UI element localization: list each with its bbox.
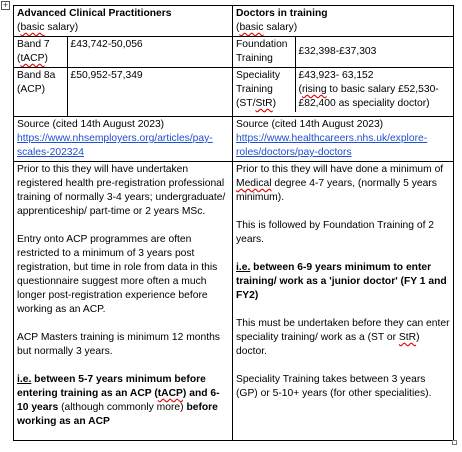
band7-value: £43,742-50,056 [67,37,232,68]
band8-label: Band 8a [17,70,56,81]
acp-source-link[interactable]: https://www.nhsemployers.org/articles/pay-scales-202324 [17,133,213,158]
acp-paragraph-2: Entry onto ACP programmes are often restricted to a minimum of 3 years post registration, but time in role from data in this questionnaire suggest more often a much longer post-registration experience before working as an ACP. [17,234,218,315]
acp-source-cell [14,117,233,162]
foundation-value: £32,398-£37,303 [295,37,453,68]
doctors-heading: Doctors in training [236,8,328,19]
doctors-bands-table [233,37,453,112]
band7-label-cell [14,37,67,68]
acp-bands-cell [14,37,233,117]
doctors-source-label: Source (cited 14th August 2023) [236,119,384,130]
band7-row [14,37,232,68]
acp-source-label: Source (cited 14th August 2023) [17,119,165,130]
band7-label: Band 7 [17,39,50,50]
doctors-paragraph-2: This is followed by Foundation Training of 2 years. [236,220,435,245]
foundation-row [233,37,453,68]
doctors-paragraph-3: i.e. between 6-9 years minimum to enter training/ work as a 'junior doctor' (FY 1 and FY2) [236,262,447,301]
acp-paragraph-3: ACP Masters training is minimum 12 months but normally 3 years. [17,332,220,357]
doctors-training-cell [233,162,454,441]
table-resize-handle[interactable] [452,440,457,445]
speciality-rising-note: (rising to basic salary £52,530-£82,400 as speciality doctor) [298,84,439,109]
acp-paragraph-1: Prior to this they will have undertaken registered health pre-registration professional training of normally 3-4 years; undergraduate/ apprenticeship/ part-time or 2 years MSc. [17,164,226,217]
pay-bands-row [14,37,454,117]
doctors-salary-note: (basic salary) [236,22,298,33]
acp-salary-note: (basic salary) [17,22,79,33]
comparison-table [13,5,454,441]
acp-heading: Advanced Clinical Practitioners [17,8,172,19]
speciality-value: £43,923- 63,152 [298,70,374,81]
doctors-paragraph-5: Speciality Training takes between 3 years (GP) or 5-10+ years (for other specialities). [236,374,432,399]
band7-sub: (tACP) [17,53,48,64]
doctors-bands-cell [233,37,454,117]
foundation-label: Foundation Training [233,37,295,68]
band8-sub: (ACP) [17,84,46,95]
source-row [14,117,454,162]
speciality-row [233,68,453,113]
acp-bands-table [14,37,232,116]
doctors-header-cell [233,6,454,37]
doctors-paragraph-4: This must be undertaken before they can enter speciality training/ work as a (ST or StR) doctor. [236,318,450,357]
training-row [14,162,454,441]
table-move-handle[interactable]: + [2,0,9,10]
acp-header-cell [14,6,233,37]
doctors-source-link[interactable]: https://www.healthcareers.nhs.uk/explore-roles/doctors/pay-doctors [236,133,428,158]
acp-training-cell [14,162,233,441]
band8-value: £50,952-57,349 [67,68,232,117]
header-row [14,6,454,37]
acp-paragraph-4: i.e. between 5-7 years minimum before entering training as an ACP (tACP) and 6-10 years (although commonly more) before working as an ACP [17,374,220,427]
speciality-label-cell [233,68,295,113]
speciality-value-cell [295,68,453,113]
doctors-source-cell [233,117,454,162]
band8-row [14,68,232,117]
speciality-sub: (ST/StR) [236,98,277,109]
speciality-label: Speciality Training [236,70,281,95]
doctors-paragraph-1: Prior to this they will have done a minimum of Medical degree 4-7 years, (normally 5 years minimum). [236,164,444,203]
band8-label-cell [14,68,67,117]
